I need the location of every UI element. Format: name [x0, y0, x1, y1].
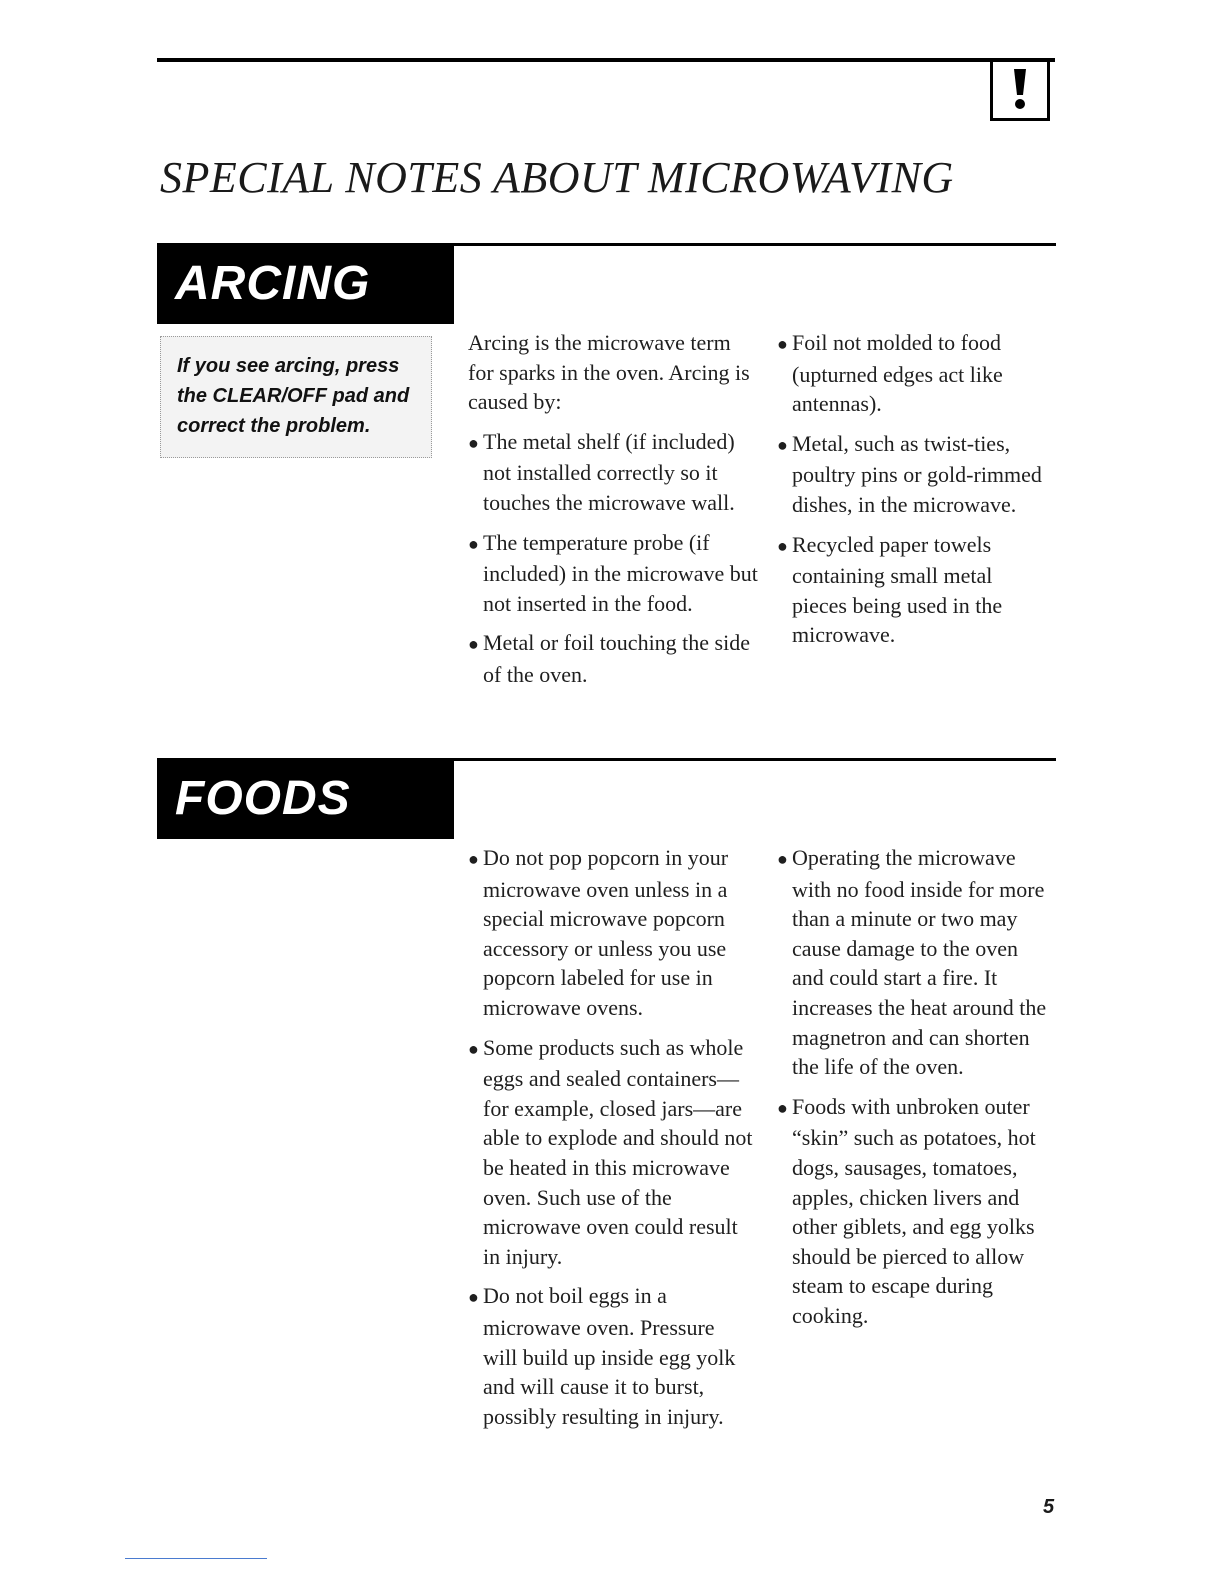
foods-right-column — [777, 843, 1055, 1341]
list-item: ● The temperature probe (if included) in the microwave but not inserted in the food. — [468, 529, 758, 616]
bullet-icon: ● — [777, 334, 788, 354]
arcing-left-column — [468, 328, 758, 700]
exclamation-icon — [1010, 67, 1030, 111]
list-item: ● Operating the microwave with no food inside for more than a minute or two may cause damage to the oven and could start a fire. It increases the heat around the magnetron and can shorten the life of the oven. — [777, 845, 1047, 1080]
list-item: ● The metal shelf (if included) not installed correctly so it touches the microwave wall. — [468, 428, 735, 515]
list-item: ● Recycled paper towels containing small metal pieces being used in the microwave. — [777, 531, 1003, 648]
arcing-note: If you see arcing, press the CLEAR/OFF pad and correct the problem. — [160, 336, 432, 458]
arcing-right-column — [777, 328, 1052, 660]
bullet-icon: ● — [777, 849, 788, 869]
arcing-intro: Arcing is the microwave term for sparks in the oven. Arcing is caused by: — [468, 330, 750, 415]
bullet-icon: ● — [468, 533, 479, 554]
arcing-rule — [454, 243, 1056, 246]
bullet-icon: ● — [777, 1097, 788, 1118]
list-item: ● Some products such as whole eggs and sealed containers—for example, closed jars—are able to explode and should not be heated in this microwave oven. Such use of the microwave oven could result in injury. — [468, 1034, 753, 1269]
arcing-heading: ARCING — [157, 243, 454, 324]
bullet-icon: ● — [468, 1038, 479, 1059]
page-number: 5 — [1043, 1496, 1055, 1518]
list-item: ● Do not boil eggs in a microwave oven. Pressure will build up inside egg yolk and will cause it to burst, possibly resulting in injury. — [468, 1283, 736, 1429]
list-item: ● Foods with unbroken outer “skin” such as potatoes, hot dogs, sausages, tomatoes, apples, chicken livers and other giblets, and egg yolks should be pierced to allow steam to escape during cooking. — [777, 1093, 1036, 1328]
list-item: ● Metal or foil touching the side of the oven. — [468, 630, 750, 687]
foods-left-column — [468, 843, 753, 1441]
bullet-icon: ● — [468, 849, 479, 869]
bullet-icon: ● — [468, 634, 479, 655]
list-item: ● Foil not molded to food (upturned edges act like antennas). — [777, 330, 1003, 417]
warning-box — [990, 60, 1050, 121]
list-item: ● Do not pop popcorn in your microwave oven unless in a special microwave popcorn accessory or unless you use popcorn labeled for use in microwave ovens. — [468, 845, 729, 1020]
bullet-icon: ● — [777, 535, 788, 556]
foods-rule — [454, 758, 1056, 761]
bullet-icon: ● — [468, 432, 479, 453]
foods-heading: FOODS — [157, 758, 454, 839]
top-rule — [157, 58, 1055, 62]
bottom-divider — [125, 1558, 267, 1559]
bullet-icon: ● — [468, 1287, 479, 1308]
page-title: SPECIAL NOTES ABOUT MICROWAVING — [160, 153, 954, 202]
bullet-icon: ● — [777, 434, 788, 455]
list-item: ● Metal, such as twist-ties, poultry pins or gold-rimmed dishes, in the microwave. — [777, 430, 1042, 517]
